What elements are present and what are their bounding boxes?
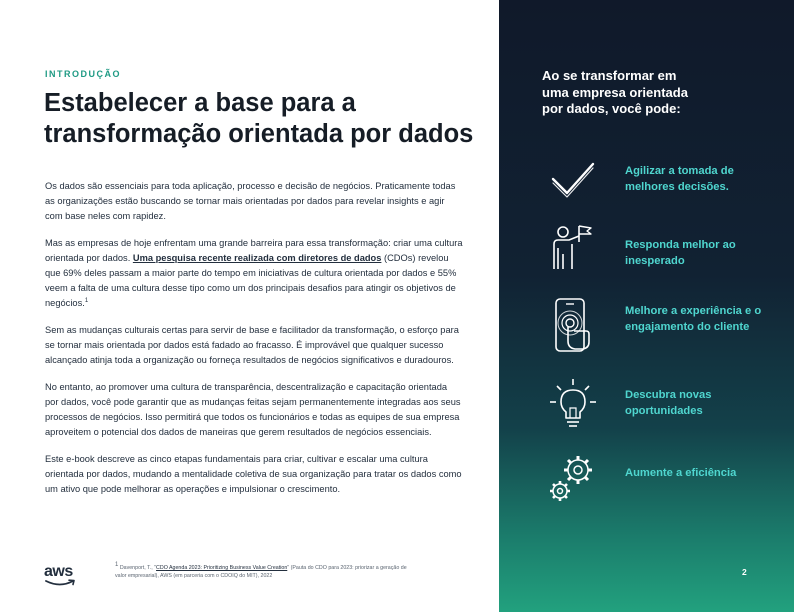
body-text	[45, 179, 463, 509]
paragraph-4: No entanto, ao promover uma cultura de transparência, descentralização e capacitação orientada por dados, você pode garantir que as mudanças feitas sejam permanentemente integradas aos seus processos de negócios. Isso permitirá que todos os funcionários e todas as equipes de sua empresa aproveitem o potencial dos dados de maneiras que gerem resultados de negócios essenciais.	[45, 382, 461, 437]
person-flag-icon	[547, 222, 599, 274]
checkmark-icon	[547, 154, 599, 206]
section-eyebrow: INTRODUÇÃO	[45, 69, 121, 79]
paragraph-2-text-b: (CDOs) revelou que 69% deles passam a maior parte do tempo em iniciativas de cultura orientada por dados e 55% veem a falta de uma cultura desse tipo como um dos principais desafios para atingir os objetivos de negócios.	[45, 253, 457, 308]
footnote-text-a: Davenport, T., "	[118, 565, 157, 571]
aws-logo	[44, 563, 80, 587]
footnote	[115, 564, 415, 580]
benefit-label: Descubra novas oportunidades	[625, 389, 712, 417]
footnote-link[interactable]: CDO Agenda 2023: Prioritizing Business Value Creation	[156, 565, 288, 571]
footnote-text-b: " (Pauta do CDO para 2023: priorizar a geração de valor empresarial), AWS (em parceria com o CDOIQ do MIT), 2022	[115, 565, 407, 579]
paragraph-5: Este e-book descreve as cinco etapas fundamentais para criar, cultivar e escalar uma cultura orientada por dados, mudando a mentalidade coletiva de sua organização para tratar os dados como um ativo que pode melhorar as operações e impulsionar o crescimento.	[45, 454, 462, 494]
lightbulb-icon	[547, 376, 599, 428]
footnote-number: 1	[115, 562, 119, 569]
benefit-label: Agilizar a tomada de melhores decisões.	[625, 165, 734, 193]
paragraph-2-text-a: Mas as empresas de hoje enfrentam uma grande barreira para essa transformação: criar uma cultura orientada por dados.	[45, 238, 463, 263]
footnote-ref[interactable]: 1	[84, 297, 89, 304]
page-number: 2	[742, 567, 747, 577]
survey-link[interactable]: Uma pesquisa recente realizada com diretores de dados	[132, 253, 382, 263]
paragraph-2	[45, 236, 463, 311]
benefit-label: Aumente a eficiência	[625, 467, 737, 479]
gears-icon	[547, 452, 599, 504]
phone-touch-icon	[547, 296, 599, 348]
benefit-label: Melhore a experiência e o engajamento do cliente	[625, 305, 762, 333]
paragraph-1: Os dados são essenciais para toda aplicação, processo e decisão de negócios. Praticamente todas as organizações estão buscando se tornar mais orientadas por dados para revelar insights e agir com base neles com rapidez.	[45, 181, 456, 221]
benefit-label: Responda melhor ao inesperado	[625, 239, 736, 267]
page-title: Estabelecer a base para a transformação orientada por dados	[44, 89, 474, 148]
right-panel	[499, 0, 794, 612]
aws-logo-text: aws	[44, 563, 73, 580]
aws-smile-icon	[45, 579, 79, 587]
panel-heading: Ao se transformar em uma empresa orientada por dados, você pode:	[542, 68, 688, 116]
paragraph-3: Sem as mudanças culturais certas para servir de base e facilitador da transformação, o esforço para se tornar mais orientada por dados está fadado ao fracasso. É improvável que qualquer sucesso alcançado atinja toda a organização ou forneça resultados de negócios significativos e duradouros.	[45, 325, 459, 365]
